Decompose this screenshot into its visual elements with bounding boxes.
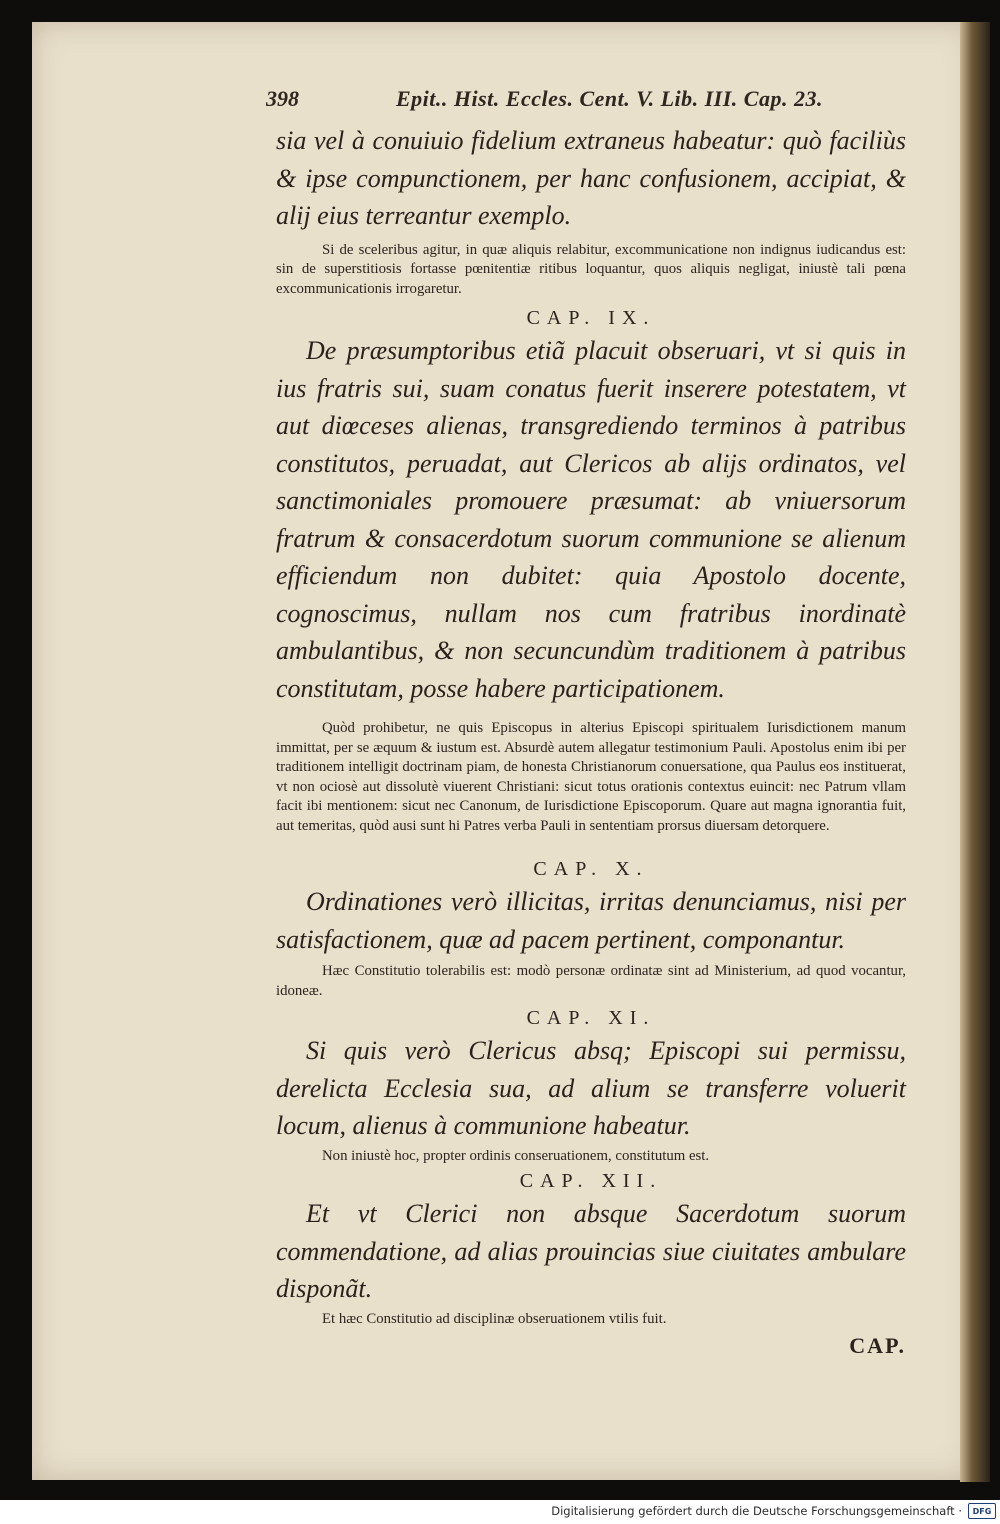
commentary: Si de sceleribus agitur, in quæ aliquis relabitur, excommunicatione non indignus iudicandus est: sin de superstitiosis fortasse pœnitentiæ ritibus loquantur, quos aliquis negligat, iniustè tali pœna excommunicationis irrogaretur. [276, 241, 906, 297]
dfg-logo-icon: DFG [968, 1503, 996, 1519]
chapter-heading: CAP. XI. [526, 1007, 656, 1029]
chapter-heading: CAP. IX. [526, 307, 656, 329]
catchword: CAP. [849, 1333, 906, 1358]
chapter-heading: CAP. XII. [519, 1170, 663, 1192]
chapter-heading: CAP. X. [533, 858, 649, 880]
funding-credit: Digitalisierung gefördert durch die Deutsche Forschungsgemeinschaft · [551, 1504, 962, 1518]
canon-text: Ordinationes verò illicitas, irritas denunciamus, nisi per satisfactionem, quæ ad pacem pertinent, componantur. [276, 887, 906, 954]
book-spine [960, 22, 990, 1482]
page-number: 398 [266, 86, 299, 111]
commentary: Et hæc Constitutio ad disciplinæ obseruationem vtilis fuit. [322, 1310, 667, 1327]
commentary: Non iniustè hoc, propter ordinis conseruationem, constitutum est. [322, 1147, 710, 1164]
running-head [266, 78, 906, 122]
running-title: Epit.. Hist. Eccles. Cent. V. Lib. III. Cap. 23. [396, 86, 823, 111]
commentary: Hæc Constitutio tolerabilis est: modò personæ ordinatæ sint ad Ministerium, ad quod vocantur, idoneæ. [276, 963, 906, 999]
footer-bar [0, 1500, 1000, 1524]
canon-text: De præsumptoribus etiã placuit obseruari, vt si quis in ius fratris sui, suam conatus fuerit inserere potestatem, vt aut diœceses alienas, transgrediendo terminos à patribus constitutos, peruadat, aut Clericos ab alijs ordinatos, vel sanctimoniales promouere præsumat: ab vniuersorum fratrum & consacerdotum suorum communione se alienum efficiendum non dubitet: quia Apostolo docente, cognoscimus, nullam nos cum fratribus inordinatè ambulantibus, & non secuncundùm traditionem à patribus constitutam, posse habere participationem. [276, 336, 906, 703]
commentary: Quòd prohibetur, ne quis Episcopus in alterius Episcopi spiritualem Iurisdictionem manum immittat, per se æquum & iustum est. Absurdè autem allegatur testimonium Pauli. Apostolus enim ibi per traditionem intelligit doctrinam piam, de honesta Christianorum conuersatione, qua Paulus eos instituerat, vt non ociosè aut dissolutè viuerent Christiani: sicut totus orationis contextus euincit: nec Patrum vllam facit ibi mentionem: sicut nec Canonum, de Iurisdictione Episcoporum. Quare aut magna ignorantia fuit, aut temeritas, quòd ausi sunt hi Patres verba Pauli in sententiam prorsus diuersam detorquere. [276, 720, 906, 834]
page-content [266, 78, 906, 1359]
canon-text: Et vt Clerici non absque Sacerdotum suorum commendatione, ad alias prouincias siue ciuitates ambulare disponãt. [276, 1199, 906, 1303]
canon-text: Si quis verò Clericus absq; Episcopi sui permissu, derelicta Ecclesia sua, ad alium se transferre voluerit locum, alienus à communione habeatur. [276, 1036, 906, 1140]
canon-text-continued: sia vel à conuiuio fidelium extraneus habeatur: quò faciliùs & ipse compunctionem, per hanc confusionem, accipiat, & alij eius terreantur exemplo. [276, 126, 906, 230]
